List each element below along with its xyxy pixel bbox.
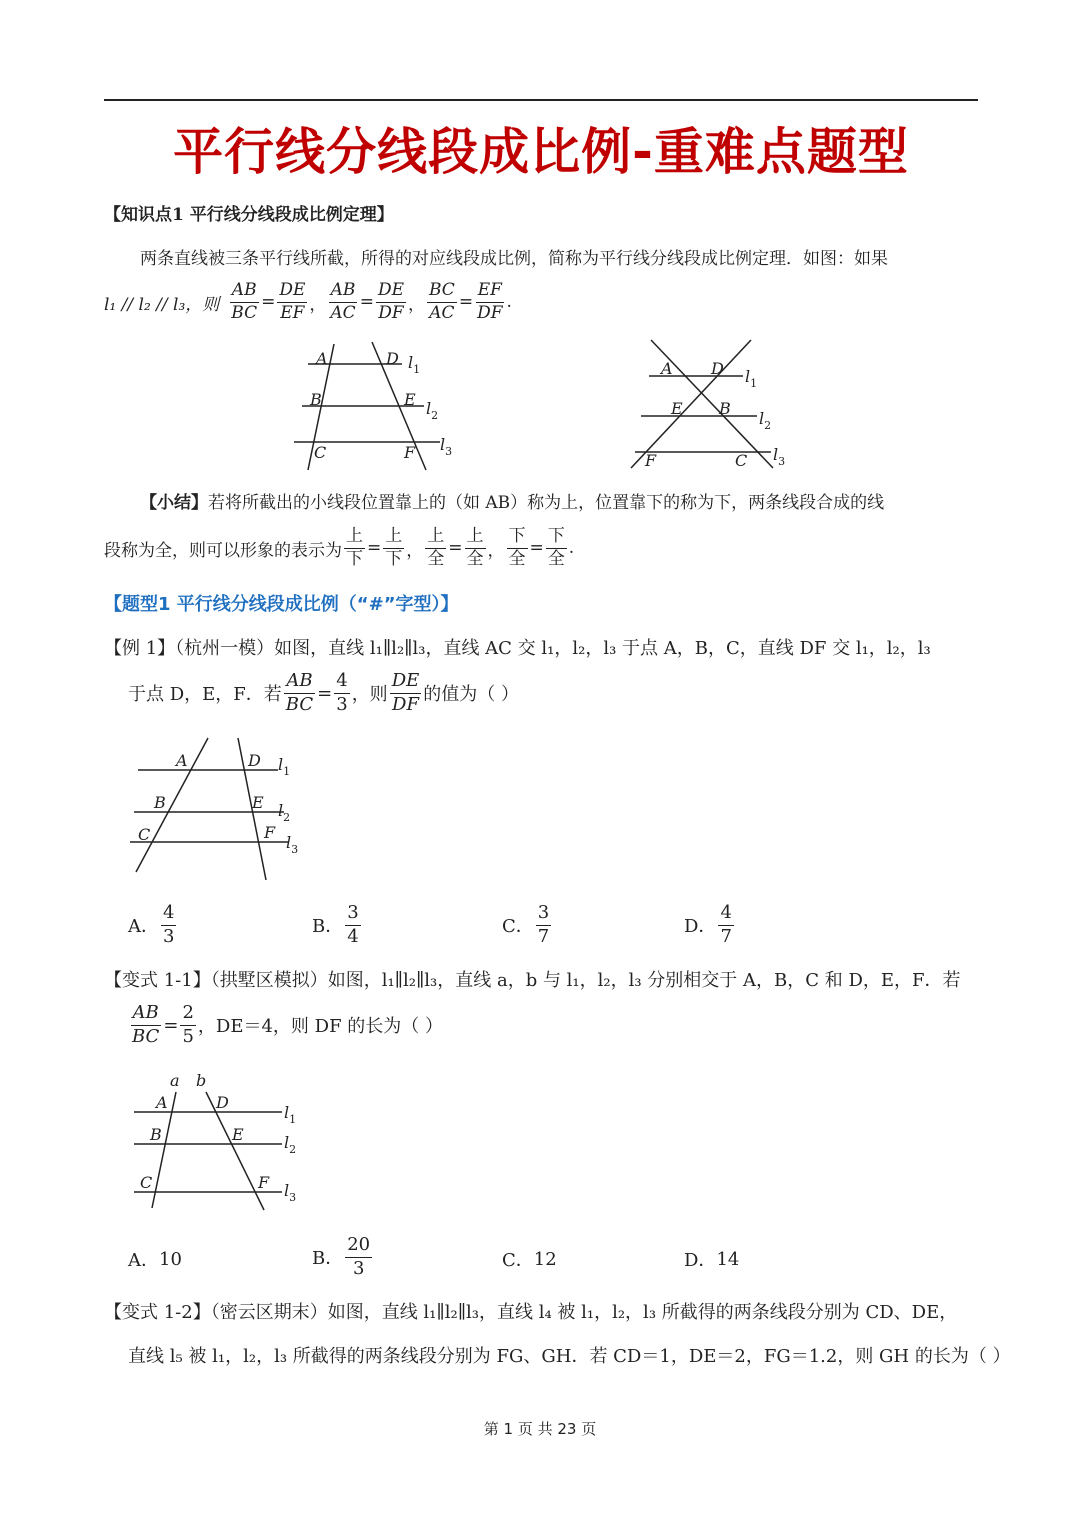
label-l1: $l_1$: [284, 1103, 297, 1126]
label-F: F: [258, 1173, 270, 1192]
knowledge-intro: 两条直线被三条平行线所截，所得的对应线段成比例，简称为平行线分线段成比例定理．如图：如果: [140, 249, 888, 269]
label-F: F: [404, 443, 416, 462]
label-l3: $l_3$: [286, 833, 299, 856]
label-F: F: [264, 823, 276, 842]
summary-frac-2: $\frac{\text{上}}{\text{下}}$: [385, 526, 403, 569]
label-l2: $l_2$: [759, 409, 772, 432]
knowledge-condition: l₁ // l₂ // l₃，则 $\frac{AB}{BC}$ = $\frac{DE}{EF}$ ， $\frac{AB}{AC}$ = $\frac{DE}{DF}$ ， $\frac{BC}{AC}$ = $\frac{EF}{DF}$ .: [104, 280, 512, 323]
summary-frac-3: $\frac{\text{上}}{\text{全}}$: [427, 526, 445, 569]
label-l2: $l_2$: [284, 1133, 297, 1156]
label-A: A: [176, 751, 188, 770]
label-a: a: [170, 1071, 180, 1090]
label-B: B: [154, 793, 166, 812]
label-B: B: [150, 1125, 162, 1144]
summary-text-2: 段称为全，则可以形象的表示为: [104, 540, 342, 561]
summary-line-1: [140, 488, 884, 513]
variant1-1-eq: =: [163, 1014, 179, 1036]
variant1-1-option-b[interactable]: B． $\frac{20}{3}$: [312, 1234, 371, 1279]
condition-prefix: l₁ // l₂ // l₃，则: [104, 294, 220, 315]
label-l1: $l_1$: [745, 367, 758, 390]
example1-line-1: 【例 1】（杭州一模）如图，直线 l₁∥l₂∥l₃，直线 AC 交 l₁，l₂，l₃ 于点 A，B，C，直线 DF 交 l₁，l₂，l₃: [104, 638, 931, 659]
knowledge-heading: 【知识点1 平行线分线段成比例定理】: [104, 205, 394, 225]
label-C: C: [138, 825, 151, 844]
label-E: E: [252, 793, 264, 812]
label-D: D: [248, 751, 261, 770]
example1-text-b: ，则: [351, 684, 388, 706]
variant1-1-line-2: [128, 1004, 443, 1047]
example1-text-c: 的值为（ ）: [423, 684, 519, 706]
ratio-3-left: $\frac{BC}{AC}$: [429, 280, 455, 323]
label-C: C: [314, 443, 327, 462]
label-D: D: [711, 359, 724, 378]
page-title: 平行线分线段成比例-重难点题型: [173, 123, 909, 181]
ratio-2-left: $\frac{AB}{AC}$: [330, 280, 356, 323]
label-l2: $l_2$: [278, 801, 291, 824]
label-D: D: [216, 1093, 229, 1112]
type1-heading: 【题型1 平行线分线段成比例（“#”字型）】: [104, 594, 459, 615]
example1-option-b[interactable]: B． $\frac{3}{4}$: [312, 902, 359, 947]
ratio-2-right: $\frac{DE}{DF}$: [377, 280, 404, 323]
page-footer: 第 1 页 共 23 页: [483, 1420, 597, 1438]
example1-frac-43: $\frac{4}{3}$: [336, 670, 348, 715]
variant1-2-line-2: 直线 l₅ 被 l₁，l₂，l₃ 所截得的两条线段分别为 FG、GH．若 CD＝1，DE＝2，FG＝1.2，则 GH 的长为（ ）: [128, 1346, 1011, 1367]
summary-frac-5: $\frac{\text{下}}{\text{全}}$: [508, 526, 526, 569]
variant1-1-option-a[interactable]: A． 10: [128, 1248, 182, 1271]
example1-option-d[interactable]: D． $\frac{4}{7}$: [684, 902, 732, 947]
summary-frac-1: $\frac{\text{上}}{\text{下}}$: [346, 526, 363, 569]
label-B: B: [310, 390, 322, 409]
label-l2: $l_2$: [426, 399, 439, 422]
label-l3: $l_3$: [773, 445, 786, 468]
summary-tag: 【小结】: [140, 493, 208, 513]
label-A: A: [156, 1093, 168, 1112]
label-l3: $l_3$: [440, 435, 453, 458]
figure-1-parallel-lines: [290, 338, 470, 478]
variant1-2-line-1: 【变式 1-2】（密云区期末）如图，直线 l₁∥l₂∥l₃，直线 l₄ 被 l₁，l₂，l₃ 所截得的两条线段分别为 CD、DE，: [104, 1302, 958, 1323]
example1-frac-ab: $\frac{AB}{BC}$: [285, 670, 314, 715]
example1-option-a[interactable]: A． $\frac{4}{3}$: [128, 902, 175, 947]
top-rule: [104, 99, 978, 101]
label-A: A: [661, 359, 673, 378]
label-A: A: [316, 349, 328, 368]
label-l1: $l_1$: [278, 755, 291, 778]
variant1-1-line-1: 【变式 1-1】（拱墅区模拟）如图，l₁∥l₂∥l₃，直线 a，b 与 l₁，l₂，l₃ 分别相交于 A，B，C 和 D，E，F．若: [104, 970, 961, 991]
label-B: B: [719, 399, 731, 418]
label-C: C: [735, 451, 748, 470]
example1-frac-de: $\frac{DE}{DF}$: [391, 670, 420, 715]
label-l1: $l_1$: [408, 353, 421, 376]
ratio-1-left: $\frac{AB}{BC}$: [231, 280, 258, 323]
label-E: E: [404, 390, 416, 409]
variant1-1-figure: [128, 1068, 318, 1214]
label-E: E: [671, 399, 683, 418]
label-E: E: [232, 1125, 244, 1144]
ratio-3-right: $\frac{EF}{DF}$: [477, 280, 503, 323]
label-l3: $l_3$: [284, 1181, 297, 1204]
label-F: F: [645, 451, 657, 470]
variant1-1-text-b: ，DE＝4，则 DF 的长为（ ）: [197, 1016, 443, 1038]
summary-frac-4: $\frac{\text{上}}{\text{全}}$: [466, 526, 484, 569]
example1-text-a: 于点 D，E，F．若: [128, 684, 282, 706]
example1-option-c[interactable]: C． $\frac{3}{7}$: [502, 902, 550, 947]
example1-figure: [128, 736, 318, 886]
example1-eq: =: [317, 682, 333, 704]
summary-frac-6: $\frac{\text{下}}{\text{全}}$: [547, 526, 565, 569]
label-D: D: [386, 349, 399, 368]
ratio-1-right: $\frac{DE}{EF}$: [279, 280, 306, 323]
label-b: b: [196, 1071, 207, 1090]
variant1-1-frac-ab: $\frac{AB}{BC}$: [132, 1002, 160, 1047]
figure-2-crossing-lines: [625, 336, 800, 476]
summary-line-2: 段称为全，则可以形象的表示为 $\frac{\text{上}}{\text{下}}$ = $\frac{\text{上}}{\text{下}}$ ， $\frac{\text{上}}{\text{全}}$ = $\frac{\text{上}}{\text{全}}$ ， $\frac{\text{下}}{\text{全}}$ = $\frac{\text{下}}{\text{全}}$ .: [104, 526, 575, 569]
label-C: C: [140, 1173, 153, 1192]
variant1-1-option-d[interactable]: D． 14: [684, 1248, 740, 1271]
summary-text-1: 若将所截出的小线段位置靠上的（如 AB）称为上，位置靠下的称为下，两条线段合成的线: [208, 493, 885, 513]
variant1-1-frac-25: $\frac{2}{5}$: [182, 1002, 194, 1047]
variant1-1-option-c[interactable]: C． 12: [502, 1248, 557, 1271]
example1-line-2: [128, 672, 519, 715]
